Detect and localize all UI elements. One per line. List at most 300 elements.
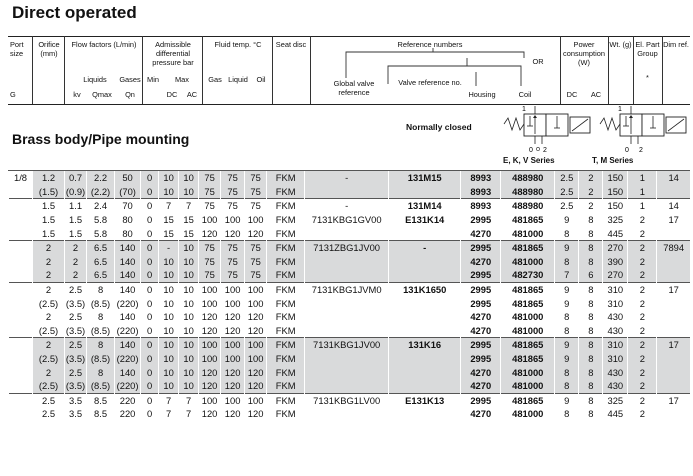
cell-seat-disc: FKM (267, 365, 305, 379)
header-fluid-temp: Fluid temp. °C (214, 40, 262, 49)
cell-coil: 481000 (501, 255, 555, 269)
table-row (9, 352, 691, 366)
cell-power-dc: 2.5 (555, 199, 579, 213)
cell-el-part-group: 2 (628, 352, 657, 366)
header-oil: Oil (256, 75, 266, 84)
header-kv: kv (73, 90, 81, 99)
cell-kv: 2.5 (65, 282, 87, 296)
header-divider (202, 36, 203, 104)
cell-weight: 390 (603, 255, 628, 269)
cell-temp-liquid: 100 (221, 338, 245, 352)
cell-qn: 80 (115, 226, 141, 240)
cell-port-size (9, 268, 33, 282)
cell-kv: 2.5 (65, 310, 87, 324)
cell-seat-disc: FKM (267, 199, 305, 213)
cell-port-size (9, 338, 33, 352)
cell-valve-ref-no (389, 310, 461, 324)
cell-temp-liquid: 75 (221, 255, 245, 269)
cell-temp-oil: 120 (245, 226, 267, 240)
cell-valve-ref-no: 131K16 (389, 338, 461, 352)
cell-temp-gas: 120 (199, 379, 221, 393)
cell-dim-ref: 17 (657, 338, 690, 352)
cell-global-valve-ref (305, 255, 389, 269)
cell-qmax: 8.5 (87, 393, 115, 407)
cell-qmax: (8.5) (87, 324, 115, 338)
table-row (9, 338, 691, 352)
header-divider (310, 36, 311, 104)
header-max-dc: DC (166, 90, 178, 99)
cell-dim-ref: 7894 (657, 240, 690, 254)
cell-max-dc: 10 (159, 296, 179, 310)
port-number-0: 0 (625, 147, 629, 154)
cell-valve-ref-no (389, 268, 461, 282)
cell-power-dc: 9 (555, 296, 579, 310)
cell-min-pressure: 0 (141, 338, 159, 352)
cell-valve-ref-no (389, 296, 461, 310)
cell-el-part-group: 2 (628, 240, 657, 254)
cell-temp-liquid: 100 (221, 282, 245, 296)
header-liquids: Liquids (83, 75, 107, 84)
header-reference-numbers: Reference numbers (397, 40, 463, 49)
cell-temp-gas: 100 (199, 213, 221, 227)
cell-kv: (3.5) (65, 353, 86, 365)
cell-temp-liquid: 120 (221, 226, 245, 240)
header-divider (142, 36, 143, 104)
cell-port-size (9, 393, 33, 407)
cell-coil: 481865 (501, 213, 555, 227)
cell-coil: 488980 (501, 199, 555, 213)
cell-seat-disc: FKM (267, 282, 305, 296)
cell-housing: 4270 (461, 226, 501, 240)
cell-global-valve-ref (305, 379, 389, 393)
cell-valve-ref-no (389, 365, 461, 379)
cell-temp-liquid: 120 (221, 407, 245, 421)
port-number-1: 1 (618, 106, 622, 113)
cell-qn: 140 (115, 240, 141, 254)
header-power-dc: DC (566, 90, 578, 99)
cell-temp-oil: 120 (245, 365, 267, 379)
cell-temp-liquid: 120 (221, 324, 245, 338)
cell-seat-disc: FKM (267, 379, 305, 393)
header-max: Max (175, 75, 189, 84)
cell-coil: 481000 (501, 310, 555, 324)
cell-port-size (9, 240, 33, 254)
cell-coil: 488980 (501, 185, 555, 199)
cell-min-pressure: 0 (141, 213, 159, 227)
cell-qmax: 6.5 (87, 268, 115, 282)
cell-temp-oil: 100 (245, 296, 267, 310)
cell-weight: 310 (603, 352, 628, 366)
cell-port-size (9, 255, 33, 269)
cell-port-size (9, 296, 33, 310)
cell-max-ac: 10 (179, 379, 199, 393)
cell-power-ac: 8 (579, 352, 603, 366)
cell-dim-ref (657, 324, 690, 338)
header-el-star: * (646, 73, 649, 82)
cell-coil: 481000 (501, 324, 555, 338)
cell-temp-gas: 75 (199, 199, 221, 213)
cell-kv: (3.5) (65, 324, 86, 336)
cell-power-dc: 8 (555, 407, 579, 421)
cell-weight: 150 (603, 185, 628, 199)
cell-coil: 481000 (501, 226, 555, 240)
cell-min-pressure: 0 (141, 282, 159, 296)
cell-weight: 270 (603, 240, 628, 254)
cell-qmax: 8 (87, 365, 115, 379)
cell-power-dc: 8 (555, 324, 579, 338)
normally-closed-label: Normally closed (406, 122, 472, 132)
cell-orifice: 2.5 (33, 393, 65, 407)
cell-port-size (9, 407, 33, 421)
cell-power-ac: 2 (579, 171, 603, 185)
cell-temp-liquid: 120 (221, 365, 245, 379)
valve-data-table (8, 170, 690, 421)
cell-valve-ref-no (389, 185, 461, 199)
cell-housing: 4270 (461, 255, 501, 269)
cell-housing: 2995 (461, 352, 501, 366)
cell-temp-gas: 120 (199, 407, 221, 421)
cell-valve-ref-no: - (389, 240, 461, 254)
cell-power-ac: 8 (579, 324, 603, 338)
cell-qn: 140 (115, 282, 141, 296)
cell-qn: (220) (115, 352, 141, 366)
valve-symbol-icon (502, 104, 688, 160)
cell-temp-oil: 120 (245, 310, 267, 324)
cell-dim-ref (657, 255, 690, 269)
cell-weight: 430 (603, 310, 628, 324)
cell-qmax: 2.2 (87, 171, 115, 185)
cell-max-ac: 10 (179, 240, 199, 254)
cell-dim-ref (657, 185, 690, 199)
cell-power-ac: 8 (579, 240, 603, 254)
cell-orifice: 2 (33, 310, 65, 324)
header-power-consumption: Power consumption (W) (563, 40, 605, 67)
cell-qn: (220) (115, 296, 141, 310)
cell-dim-ref: 17 (657, 393, 690, 407)
cell-weight: 445 (603, 407, 628, 421)
table-row (9, 226, 691, 240)
cell-power-dc: 2.5 (555, 171, 579, 185)
cell-temp-gas: 75 (199, 171, 221, 185)
cell-power-ac: 8 (579, 338, 603, 352)
cell-temp-gas: 100 (199, 352, 221, 366)
cell-max-ac: 7 (179, 199, 199, 213)
cell-min-pressure: 0 (141, 379, 159, 393)
cell-temp-oil: 75 (245, 199, 267, 213)
cell-temp-gas: 120 (199, 310, 221, 324)
cell-power-dc: 9 (555, 338, 579, 352)
table-row (9, 240, 691, 254)
cell-power-dc: 9 (555, 393, 579, 407)
cell-el-part-group: 2 (628, 407, 657, 421)
cell-weight: 150 (603, 171, 628, 185)
cell-housing: 8993 (461, 199, 501, 213)
page-title: Direct operated (12, 3, 137, 22)
cell-kv: 2.5 (65, 338, 87, 352)
cell-port-size (9, 185, 33, 199)
cell-valve-ref-no (389, 324, 461, 338)
cell-power-ac: 8 (579, 282, 603, 296)
cell-valve-ref-no (389, 226, 461, 240)
cell-min-pressure: 0 (141, 310, 159, 324)
cell-power-ac: 8 (579, 310, 603, 324)
header-housing: Housing (468, 90, 496, 99)
cell-housing: 4270 (461, 407, 501, 421)
cell-port-size (9, 310, 33, 324)
cell-temp-liquid: 75 (221, 268, 245, 282)
cell-dim-ref: 14 (657, 171, 690, 185)
cell-power-dc: 8 (555, 255, 579, 269)
cell-dim-ref (657, 268, 690, 282)
cell-port-size: 1/8 (9, 171, 33, 185)
header-max-ac: AC (186, 90, 198, 99)
cell-max-dc: 10 (159, 379, 179, 393)
cell-temp-gas: 120 (199, 365, 221, 379)
cell-temp-gas: 75 (199, 240, 221, 254)
cell-power-ac: 2 (579, 199, 603, 213)
cell-power-dc: 9 (555, 352, 579, 366)
cell-dim-ref (657, 407, 690, 421)
cell-valve-ref-no: 131K1650 (389, 282, 461, 296)
cell-qn: (220) (115, 324, 141, 338)
header-gases: Gases (119, 75, 141, 84)
cell-power-dc: 8 (555, 310, 579, 324)
header-liquid: Liquid (228, 75, 248, 84)
cell-dim-ref (657, 226, 690, 240)
header-divider (64, 36, 65, 104)
header-weight: Wt. (g) (609, 40, 632, 49)
header-qn: Qn (125, 90, 135, 99)
cell-temp-oil: 100 (245, 393, 267, 407)
cell-min-pressure: 0 (141, 240, 159, 254)
cell-housing: 2995 (461, 393, 501, 407)
cell-dim-ref (657, 379, 690, 393)
cell-housing: 8993 (461, 171, 501, 185)
cell-el-part-group: 2 (628, 226, 657, 240)
table-row (9, 171, 691, 185)
cell-housing: 2995 (461, 296, 501, 310)
cell-max-dc: 10 (159, 282, 179, 296)
cell-max-ac: 15 (179, 213, 199, 227)
cell-valve-ref-no: E131K14 (389, 213, 461, 227)
cell-max-dc: 10 (159, 185, 179, 199)
cell-power-dc: 2.5 (555, 185, 579, 199)
cell-max-ac: 7 (179, 407, 199, 421)
cell-port-size (9, 352, 33, 366)
cell-housing: 4270 (461, 310, 501, 324)
section-title: Brass body/Pipe mounting (12, 131, 190, 147)
header-port-size: Port size (10, 40, 24, 58)
cell-qmax: 8 (87, 282, 115, 296)
cell-temp-oil: 100 (245, 213, 267, 227)
cell-orifice: 2 (33, 240, 65, 254)
cell-el-part-group: 2 (628, 365, 657, 379)
cell-orifice: 2 (33, 268, 65, 282)
cell-global-valve-ref: 7131KBG1JV00 (305, 338, 389, 352)
cell-coil: 481865 (501, 296, 555, 310)
cell-port-size (9, 282, 33, 296)
cell-valve-ref-no (389, 379, 461, 393)
cell-kv: 3.5 (65, 393, 87, 407)
cell-power-dc: 9 (555, 282, 579, 296)
table-row (9, 199, 691, 213)
cell-orifice: (2.5) (33, 296, 65, 310)
cell-el-part-group: 2 (628, 268, 657, 282)
cell-kv: (3.5) (65, 380, 86, 392)
cell-kv: 1.5 (65, 213, 87, 227)
cell-max-dc: 7 (159, 393, 179, 407)
cell-temp-gas: 100 (199, 282, 221, 296)
cell-global-valve-ref (305, 226, 389, 240)
cell-weight: 310 (603, 296, 628, 310)
cell-coil: 488980 (501, 171, 555, 185)
cell-weight: 325 (603, 213, 628, 227)
cell-weight: 310 (603, 282, 628, 296)
cell-temp-liquid: 100 (221, 296, 245, 310)
cell-seat-disc: FKM (267, 310, 305, 324)
cell-housing: 2995 (461, 240, 501, 254)
table-row (9, 185, 691, 199)
cell-qmax: (2.2) (87, 185, 115, 199)
cell-temp-oil: 120 (245, 407, 267, 421)
header-gas: Gas (208, 75, 222, 84)
header-el-part-group: El. Part Group (635, 40, 660, 58)
cell-temp-liquid: 100 (221, 213, 245, 227)
cell-global-valve-ref (305, 296, 389, 310)
cell-max-dc: - (159, 240, 179, 254)
cell-global-valve-ref (305, 310, 389, 324)
cell-housing: 2995 (461, 213, 501, 227)
cell-port-size (9, 199, 33, 213)
cell-qmax: 8 (87, 310, 115, 324)
cell-temp-gas: 75 (199, 268, 221, 282)
cell-qn: 140 (115, 338, 141, 352)
header-coil: Coil (518, 90, 532, 99)
cell-seat-disc: FKM (267, 407, 305, 421)
cell-temp-oil: 100 (245, 352, 267, 366)
cell-orifice: (2.5) (33, 379, 65, 393)
cell-power-dc: 8 (555, 379, 579, 393)
cell-qmax: 8 (87, 338, 115, 352)
cell-power-ac: 8 (579, 393, 603, 407)
cell-el-part-group: 2 (628, 310, 657, 324)
port-number-0: 0 (529, 147, 533, 154)
cell-housing: 2995 (461, 338, 501, 352)
cell-max-dc: 7 (159, 199, 179, 213)
cell-power-ac: 8 (579, 407, 603, 421)
cell-port-size (9, 324, 33, 338)
cell-housing: 4270 (461, 324, 501, 338)
header-orifice: Orifice (mm) (38, 40, 60, 58)
cell-max-dc: 10 (159, 268, 179, 282)
cell-qmax: (8.5) (87, 379, 115, 393)
cell-min-pressure: 0 (141, 255, 159, 269)
cell-orifice: 2 (33, 338, 65, 352)
cell-dim-ref (657, 365, 690, 379)
cell-temp-oil: 120 (245, 379, 267, 393)
cell-weight: 325 (603, 393, 628, 407)
cell-global-valve-ref (305, 365, 389, 379)
cell-qmax: (8.5) (87, 352, 115, 366)
cell-max-ac: 10 (179, 296, 199, 310)
table-row (9, 268, 691, 282)
header-port-unit: G (10, 90, 16, 99)
cell-el-part-group: 1 (628, 199, 657, 213)
cell-housing: 4270 (461, 365, 501, 379)
cell-kv: 1.1 (65, 199, 87, 213)
cell-max-ac: 10 (179, 171, 199, 185)
cell-min-pressure: 0 (141, 226, 159, 240)
cell-max-dc: 10 (159, 365, 179, 379)
cell-global-valve-ref: 7131KBG1LV00 (305, 393, 389, 407)
cell-el-part-group: 2 (628, 282, 657, 296)
cell-global-valve-ref (305, 407, 389, 421)
cell-temp-liquid: 100 (221, 393, 245, 407)
cell-min-pressure: 0 (141, 199, 159, 213)
table-row (9, 324, 691, 338)
cell-housing: 8993 (461, 185, 501, 199)
cell-max-dc: 10 (159, 324, 179, 338)
table-row (9, 213, 691, 227)
cell-qn: 140 (115, 255, 141, 269)
cell-el-part-group: 2 (628, 255, 657, 269)
cell-max-ac: 10 (179, 310, 199, 324)
cell-qn: 220 (115, 393, 141, 407)
cell-el-part-group: 2 (628, 379, 657, 393)
cell-min-pressure: 0 (141, 407, 159, 421)
series-label-ekv: E, K, V Series (503, 156, 555, 165)
cell-seat-disc: FKM (267, 393, 305, 407)
cell-power-ac: 8 (579, 255, 603, 269)
port-number-2: 2 (543, 147, 547, 154)
header-or: OR (532, 57, 544, 66)
cell-global-valve-ref: 7131KBG1GV00 (305, 213, 389, 227)
cell-qmax: 6.5 (87, 240, 115, 254)
cell-orifice: 1.5 (33, 199, 65, 213)
cell-seat-disc: FKM (267, 213, 305, 227)
cell-seat-disc: FKM (267, 255, 305, 269)
cell-port-size (9, 226, 33, 240)
cell-qn: 70 (115, 199, 141, 213)
cell-kv: 3.5 (65, 407, 87, 421)
table-row (9, 407, 691, 421)
port-number-2: 2 (639, 147, 643, 154)
cell-power-dc: 8 (555, 365, 579, 379)
header-top-rule (8, 36, 690, 37)
cell-temp-oil: 75 (245, 185, 267, 199)
cell-weight: 430 (603, 324, 628, 338)
cell-qmax: (8.5) (87, 296, 115, 310)
cell-el-part-group: 2 (628, 296, 657, 310)
cell-temp-oil: 75 (245, 255, 267, 269)
header-qmax: Qmax (92, 90, 112, 99)
cell-seat-disc: FKM (267, 171, 305, 185)
cell-min-pressure: 0 (141, 171, 159, 185)
cell-kv: 2.5 (65, 365, 87, 379)
cell-kv: 2 (65, 268, 87, 282)
cell-port-size (9, 365, 33, 379)
cell-orifice: (1.5) (33, 185, 65, 199)
cell-coil: 481865 (501, 282, 555, 296)
cell-power-ac: 8 (579, 296, 603, 310)
cell-max-ac: 7 (179, 393, 199, 407)
cell-max-ac: 10 (179, 324, 199, 338)
cell-max-ac: 15 (179, 226, 199, 240)
cell-temp-gas: 100 (199, 296, 221, 310)
cell-weight: 270 (603, 268, 628, 282)
cell-max-ac: 10 (179, 255, 199, 269)
cell-qn: 50 (115, 171, 141, 185)
